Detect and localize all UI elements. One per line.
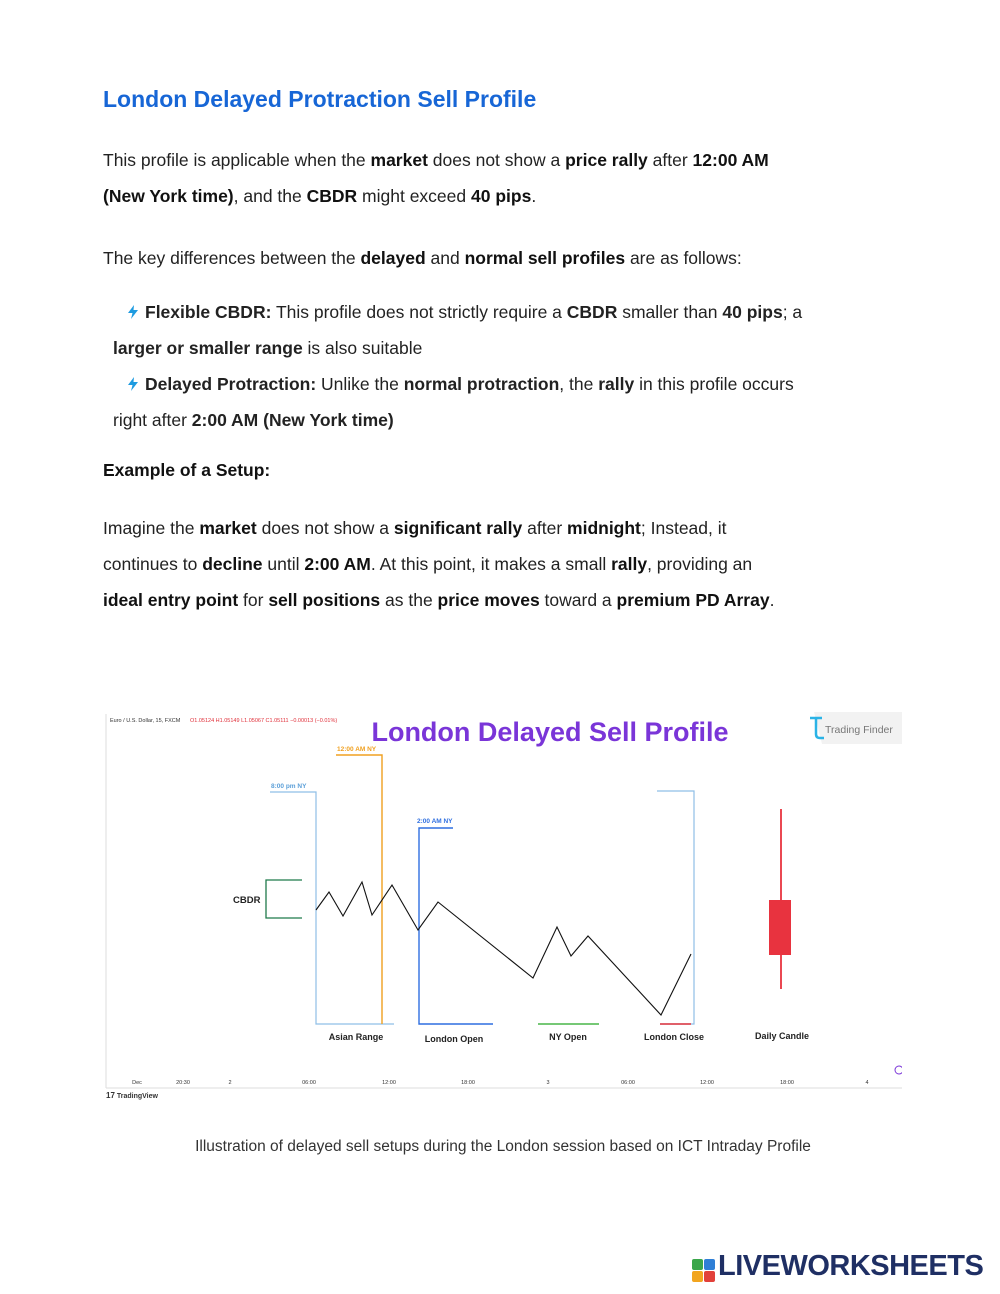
label-ny-open: NY Open (549, 1032, 587, 1042)
figure-caption: Illustration of delayed sell setups during the London session based on ICT Intraday Profile (195, 1138, 811, 1155)
x-tick: 4 (865, 1080, 869, 1086)
label-1200am-ny: 12:00 AM NY (337, 746, 377, 753)
tradingview-icon: 17 (106, 1091, 115, 1100)
bullet-delayed-protraction: Delayed Protraction: Unlike the normal protraction, the rally in this profile occurs right after 2:00 AM (New York time) (113, 374, 794, 430)
label-asian-range: Asian Range (328, 1032, 384, 1042)
x-tick: 06:00 (302, 1080, 316, 1086)
label-london-open: London Open (424, 1034, 484, 1044)
x-tick: 12:00 (700, 1080, 714, 1086)
x-tick: 18:00 (461, 1080, 475, 1086)
x-tick: 12:00 (382, 1080, 396, 1086)
lightning-icon (127, 305, 139, 319)
intro-paragraph: This profile is applicable when the market does not show a price rally after 12:00 AM (New York time), and the CBDR might exceed 40 pips. (103, 150, 769, 206)
x-tick: 2 (228, 1080, 232, 1086)
brand-name: Trading Finder (825, 724, 893, 736)
differences-paragraph: The key differences between the delayed and normal sell profiles are as follows: (103, 248, 742, 268)
x-tick: 3 (546, 1080, 550, 1086)
x-tick: Dec (132, 1080, 142, 1086)
lightning-icon (127, 377, 139, 391)
sell-profile-chart (104, 712, 902, 1090)
chart-title: London Delayed Sell Profile (371, 717, 729, 747)
label-8pm-ny: 8:00 pm NY (271, 783, 307, 790)
bullet-flexible-cbdr: Flexible CBDR: This profile does not strictly require a CBDR smaller than 40 pips; a larger or smaller range is also suitable (113, 302, 803, 358)
chart-symbol: Euro / U.S. Dollar, 15, FXCM (110, 718, 181, 724)
liveworksheets-logo-icon (692, 1252, 716, 1286)
x-tick: 06:00 (621, 1080, 635, 1086)
tradingview-attribution: 17 TradingView (106, 1091, 158, 1100)
page-title: London Delayed Protraction Sell Profile (103, 86, 537, 112)
example-heading: Example of a Setup: (103, 460, 271, 480)
label-daily-candle: Daily Candle (754, 1031, 810, 1041)
x-tick: 18:00 (780, 1080, 794, 1086)
x-tick: 20:30 (176, 1080, 190, 1086)
label-london-close: London Close (644, 1032, 704, 1042)
example-paragraph: Imagine the market does not show a significant rally after midnight; Instead, it continues to decline until 2:00 AM. At this point, it makes a small rally, providing an ideal entry point for sell positions as the price moves toward a premium PD Array. (103, 518, 775, 610)
chart-ohlc: O1.05124 H1.05149 L1.05067 C1.05111 −0.00013 (−0.01%) (190, 718, 338, 724)
trading-finder-brand (810, 712, 902, 744)
daily-candle-body (769, 900, 791, 955)
label-200am-ny: 2:00 AM NY (417, 818, 453, 825)
label-cbdr: CBDR (233, 895, 261, 906)
liveworksheets-logo-text: LIVEWORKSHEETS (718, 1250, 984, 1282)
